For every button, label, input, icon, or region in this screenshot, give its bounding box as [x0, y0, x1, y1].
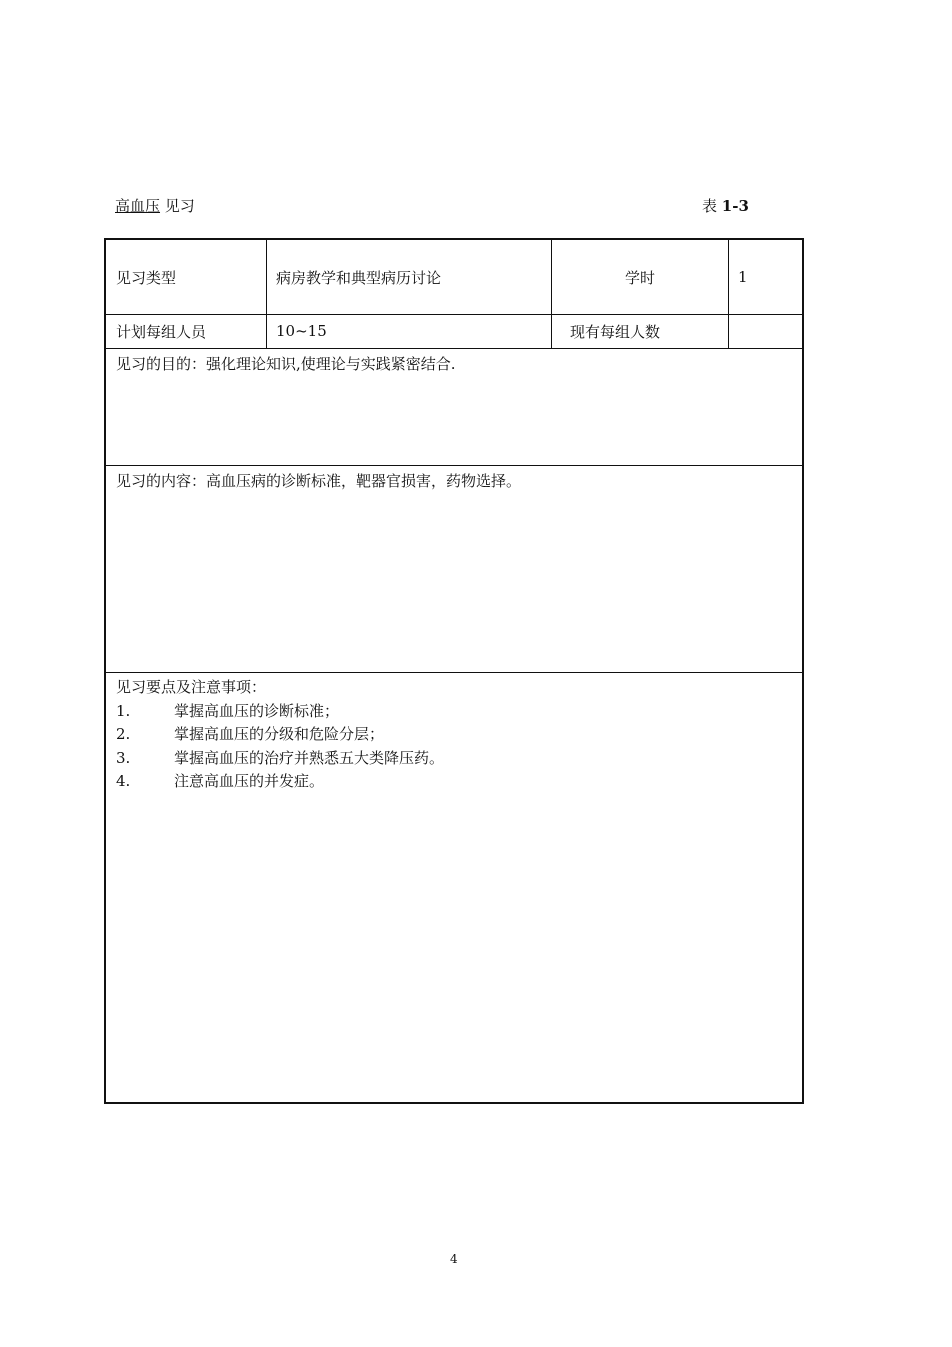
page-number: 4: [450, 1252, 458, 1266]
list-item: [116, 770, 444, 794]
list-item-index: 2.: [116, 725, 131, 743]
table-prefix: 表: [702, 197, 718, 215]
list-item-text: 掌握高血压的分级和危险分层；: [174, 725, 385, 743]
content-text: 见习的内容：高血压病的诊断标准，靶器官损害，药物选择。: [116, 472, 522, 490]
table-label: [702, 195, 749, 216]
list-item-index: 1.: [116, 701, 131, 720]
internship-form-table: [104, 238, 804, 1104]
type-label: 见习类型: [106, 240, 267, 314]
table-number: 1-3: [721, 197, 749, 215]
notes-section: [116, 676, 444, 794]
list-item: [116, 723, 444, 747]
list-item-text: 掌握高血压的诊断标准；: [174, 701, 340, 720]
topic-title: 高血压: [115, 197, 161, 215]
planned-group-value: 10~15: [267, 314, 552, 348]
header-subtitle: 见习: [164, 197, 195, 215]
notes-title: 见习要点及注意事项：: [116, 678, 267, 696]
form-row-type: [106, 240, 802, 315]
list-item: [116, 700, 444, 724]
list-item-index: 4.: [116, 772, 131, 790]
type-value: 病房教学和典型病历讨论: [267, 240, 552, 314]
form-row-group-size: [106, 314, 802, 349]
form-row-notes: [106, 672, 802, 1102]
hours-label: 学时: [552, 240, 729, 314]
form-row-purpose: [106, 348, 802, 466]
planned-group-label: 计划每组人员: [106, 314, 267, 348]
hours-value: 1: [738, 268, 748, 286]
form-row-content: [106, 465, 802, 673]
list-item-text: 注意高血压的并发症。: [174, 772, 325, 790]
list-item: [116, 747, 444, 771]
header-title: [115, 195, 195, 216]
current-group-value: [729, 314, 802, 348]
list-item-text: 掌握高血压的治疗并熟悉五大类降压药。: [174, 748, 445, 767]
purpose-text: 见习的目的：强化理论知识,使理论与实践紧密结合.: [116, 355, 456, 373]
current-group-label: 现有每组人数: [552, 314, 729, 348]
list-item-index: 3.: [116, 748, 131, 767]
